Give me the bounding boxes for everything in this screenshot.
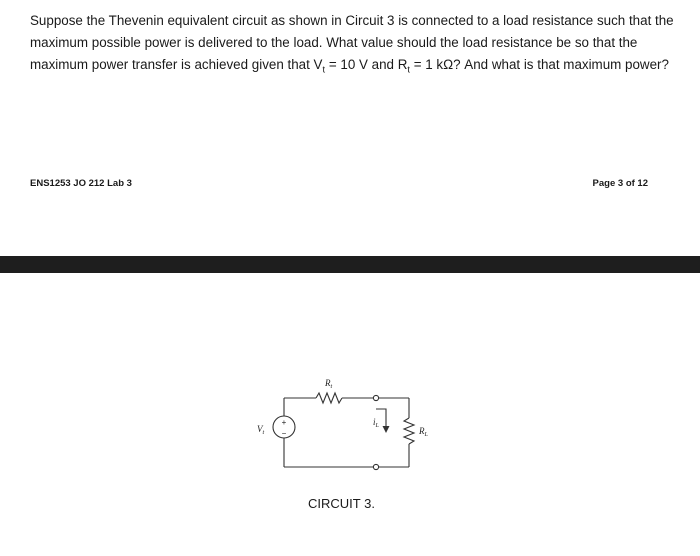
question-part-3: = 1 kΩ? And what is that maximum power?	[409, 57, 669, 72]
question-subscript-1: t	[322, 64, 326, 75]
label-vt: $V_t$	[257, 424, 265, 436]
resistor-rt	[316, 393, 342, 403]
label-rt: $R_t$	[325, 378, 333, 390]
label-il: $i_L$	[373, 417, 379, 429]
footer-course-code: ENS1253 JO 212 Lab 3	[30, 178, 132, 189]
terminal-top	[373, 395, 378, 400]
source-plus-sign: +	[281, 418, 287, 427]
page-break-bar	[0, 256, 700, 273]
footer-page-number: Page 3 of 12	[592, 178, 648, 189]
question-text	[30, 10, 680, 81]
circuit-caption: CIRCUIT 3.	[308, 496, 375, 511]
current-arrowhead	[383, 426, 390, 433]
question-subscript-2: t	[407, 64, 410, 75]
question-part-1: Suppose the Thevenin equivalent circuit as shown in Circuit 3 is connected to a load resistance such that the maximum possible power is delivered to the load. What value should the load resistance be so that the maximum power transfer is achieved given that V	[30, 13, 674, 72]
source-minus-sign: −	[281, 429, 287, 438]
resistor-rl	[404, 418, 414, 444]
label-rl: $R_L$	[419, 426, 428, 438]
question-part-2: = 10 V and R	[325, 57, 408, 72]
circuit-diagram	[0, 273, 700, 513]
terminal-bottom	[373, 464, 378, 469]
